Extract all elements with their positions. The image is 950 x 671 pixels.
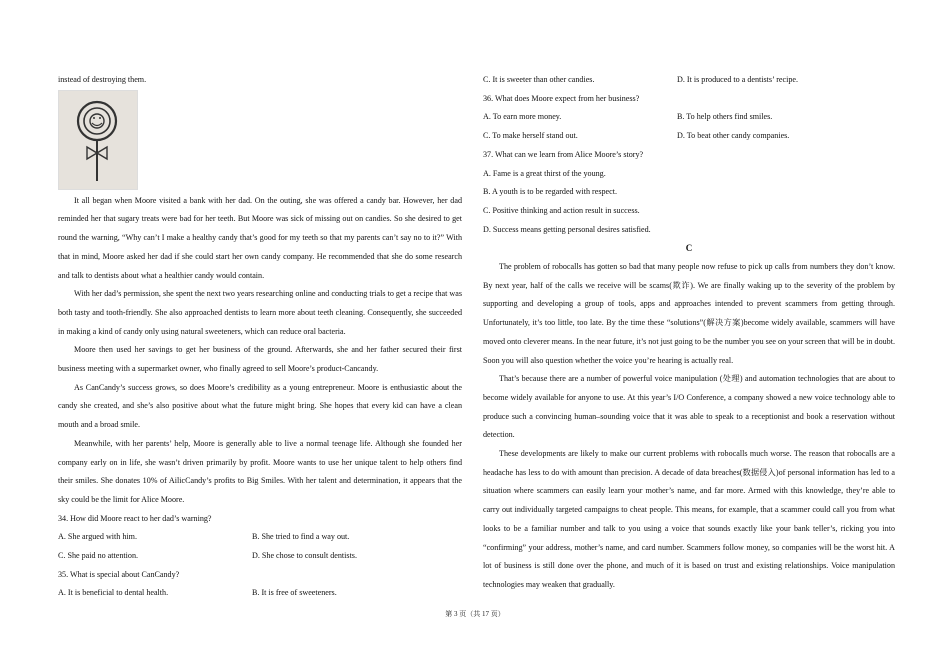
question-35: 35. What is special about CanCandy? xyxy=(58,569,180,579)
option-d: D. It is produced to a dentists’ recipe. xyxy=(677,75,798,84)
question-36-options xyxy=(483,108,895,127)
option-b: B. She tried to find a way out. xyxy=(252,532,350,542)
option-a: A. She argued with him. xyxy=(58,532,137,542)
paragraph: As CanCandy’s success grows, so does Moore’s credibility as a young entrepreneur. Moore is enthusiastic about the candy she created, and she’s also positive about what the future might bring. She hopes that every kid can have a clean mouth and a broad smile. xyxy=(58,382,462,430)
option-d: D. To beat other candy companies. xyxy=(677,131,790,141)
option-b: B. To help others find smiles. xyxy=(677,112,773,122)
option-c: C. It is sweeter than other candies. xyxy=(483,75,595,84)
question-35-options xyxy=(58,584,462,603)
paragraph: It all began when Moore visited a bank with her dad. On the outing, she was offered a candy bar. However, her dad reminded her that sugary treats were bad for her teeth. But Moore was sick of missing out on candies. So she desired to get round the warning, “Why can’t I make a healthy candy that’s good for my teeth so that my parents can’t say no to it?” With that in mind, Moore asked her dad if she could start her own candy company. He recommended that she do some research and talk to dentists about what a healthier candy would contain. xyxy=(58,195,462,280)
option-d: D. Success means getting personal desires satisfied. xyxy=(483,224,651,234)
option-c: C. Positive thinking and action result in success. xyxy=(483,205,640,215)
paragraph: The problem of robocalls has gotten so bad that many people now refuse to pick up calls from numbers they don’t know. By next year, half of the calls we receive will be scams(欺诈). We are finally waking up to the severity of the problem by supporting and developing a group of tools, apps and approaches intended to prevent scammers from getting through. Unfortunately, it’s too little, too late. By the time these “solutions”(解决方案)become widely available, scammers will have moved onto cleverer means. In the near future, it’s not just going to be the number you see on your screen that will be in doubt. Soon you will also question whether the voice you’re hearing is actually real. xyxy=(483,262,895,365)
question-34-options xyxy=(58,528,462,547)
left-column xyxy=(58,71,462,603)
page-footer: 第 3 页（共 17 页） xyxy=(445,610,505,618)
option-d: D. She chose to consult dentists. xyxy=(252,551,357,561)
paragraph: Moore then used her savings to get her business of the ground. Afterwards, she and her father secured their first business meeting with a supermarket owner, who finally agreed to sell Moore’s product-Cancandy. xyxy=(58,345,462,374)
option-c: C. She paid no attention. xyxy=(58,551,139,561)
question-35-options-cont xyxy=(483,71,895,90)
paragraph: Meanwhile, with her parents’ help, Moore is generally able to live a normal teenage life. Although she founded her company early on in life, she wasn’t driven primarily by profit. Moore wants to use her unique talent to help others find their smiles. She donates 10% of AilicCandy’s profits to Big Smiles. With her talent and determination, it appears that the sky could be the limit for Alice Moore. xyxy=(58,438,462,504)
question-36: 36. What does Moore expect from her business? xyxy=(483,93,640,103)
paragraph: These developments are likely to make our current problems with robocalls much worse. The reason that robocalls are a headache has less to do with amount than precision. A decade of data breaches(数据侵入)of personal information has led to a situation where scammers can easily learn your mother’s name, and far more. Armed with this knowledge, they’re able to carry out individually targeted campaigns to cheat people. This means, for example, that a scammer could call you from what looks to be a familiar number and talk to you using a voice that sounds exactly like your bank teller’s, ricking you into “confirming” your address, mother’s name, and card number. Scammers follow money, so companies will be the worst hit. A lot of business is still done over the phone, and much of it is based on trust and existing relationships. Voice manipulation technologies may weaken that gradually. xyxy=(483,449,895,589)
intro-line: instead of destroying them. xyxy=(58,75,147,84)
option-b: B. A youth is to be regarded with respect. xyxy=(483,187,617,197)
question-34: 34. How did Moore react to her dad’s warning? xyxy=(58,513,212,523)
question-37: 37. What can we learn from Alice Moore’s story? xyxy=(483,149,644,159)
lollipop-drawing-icon xyxy=(58,90,138,190)
question-36-options xyxy=(483,127,895,146)
option-a: A. It is beneficial to dental health. xyxy=(58,588,169,598)
section-heading: C xyxy=(685,243,693,254)
right-column xyxy=(483,71,895,595)
paragraph: With her dad’s permission, she spent the next two years researching online and conducting trials to get a recipe that was both tasty and tooth-friendly. She also approached dentists to learn more about teeth cleaning. Consequently, she succeeded in making a kind of candy only using natural sweeteners, which can reduce oral bacteria. xyxy=(58,289,462,336)
option-a: A. Fame is a great thirst of the young. xyxy=(483,168,606,178)
question-34-options xyxy=(58,547,462,566)
option-b: B. It is free of sweeteners. xyxy=(252,588,337,598)
option-a: A. To earn more money. xyxy=(483,112,562,122)
paragraph: That’s because there are a number of powerful voice manipulation (处理) and automation technologies that are about to become widely available for anyone to use. At this year’s I/O Conference, a company showed a new voice technology able to produce such a convincing human–sounding voice that it was able to speak to a receptionist and book a reservation without detection. xyxy=(483,374,895,440)
option-c: C. To make herself stand out. xyxy=(483,131,578,141)
